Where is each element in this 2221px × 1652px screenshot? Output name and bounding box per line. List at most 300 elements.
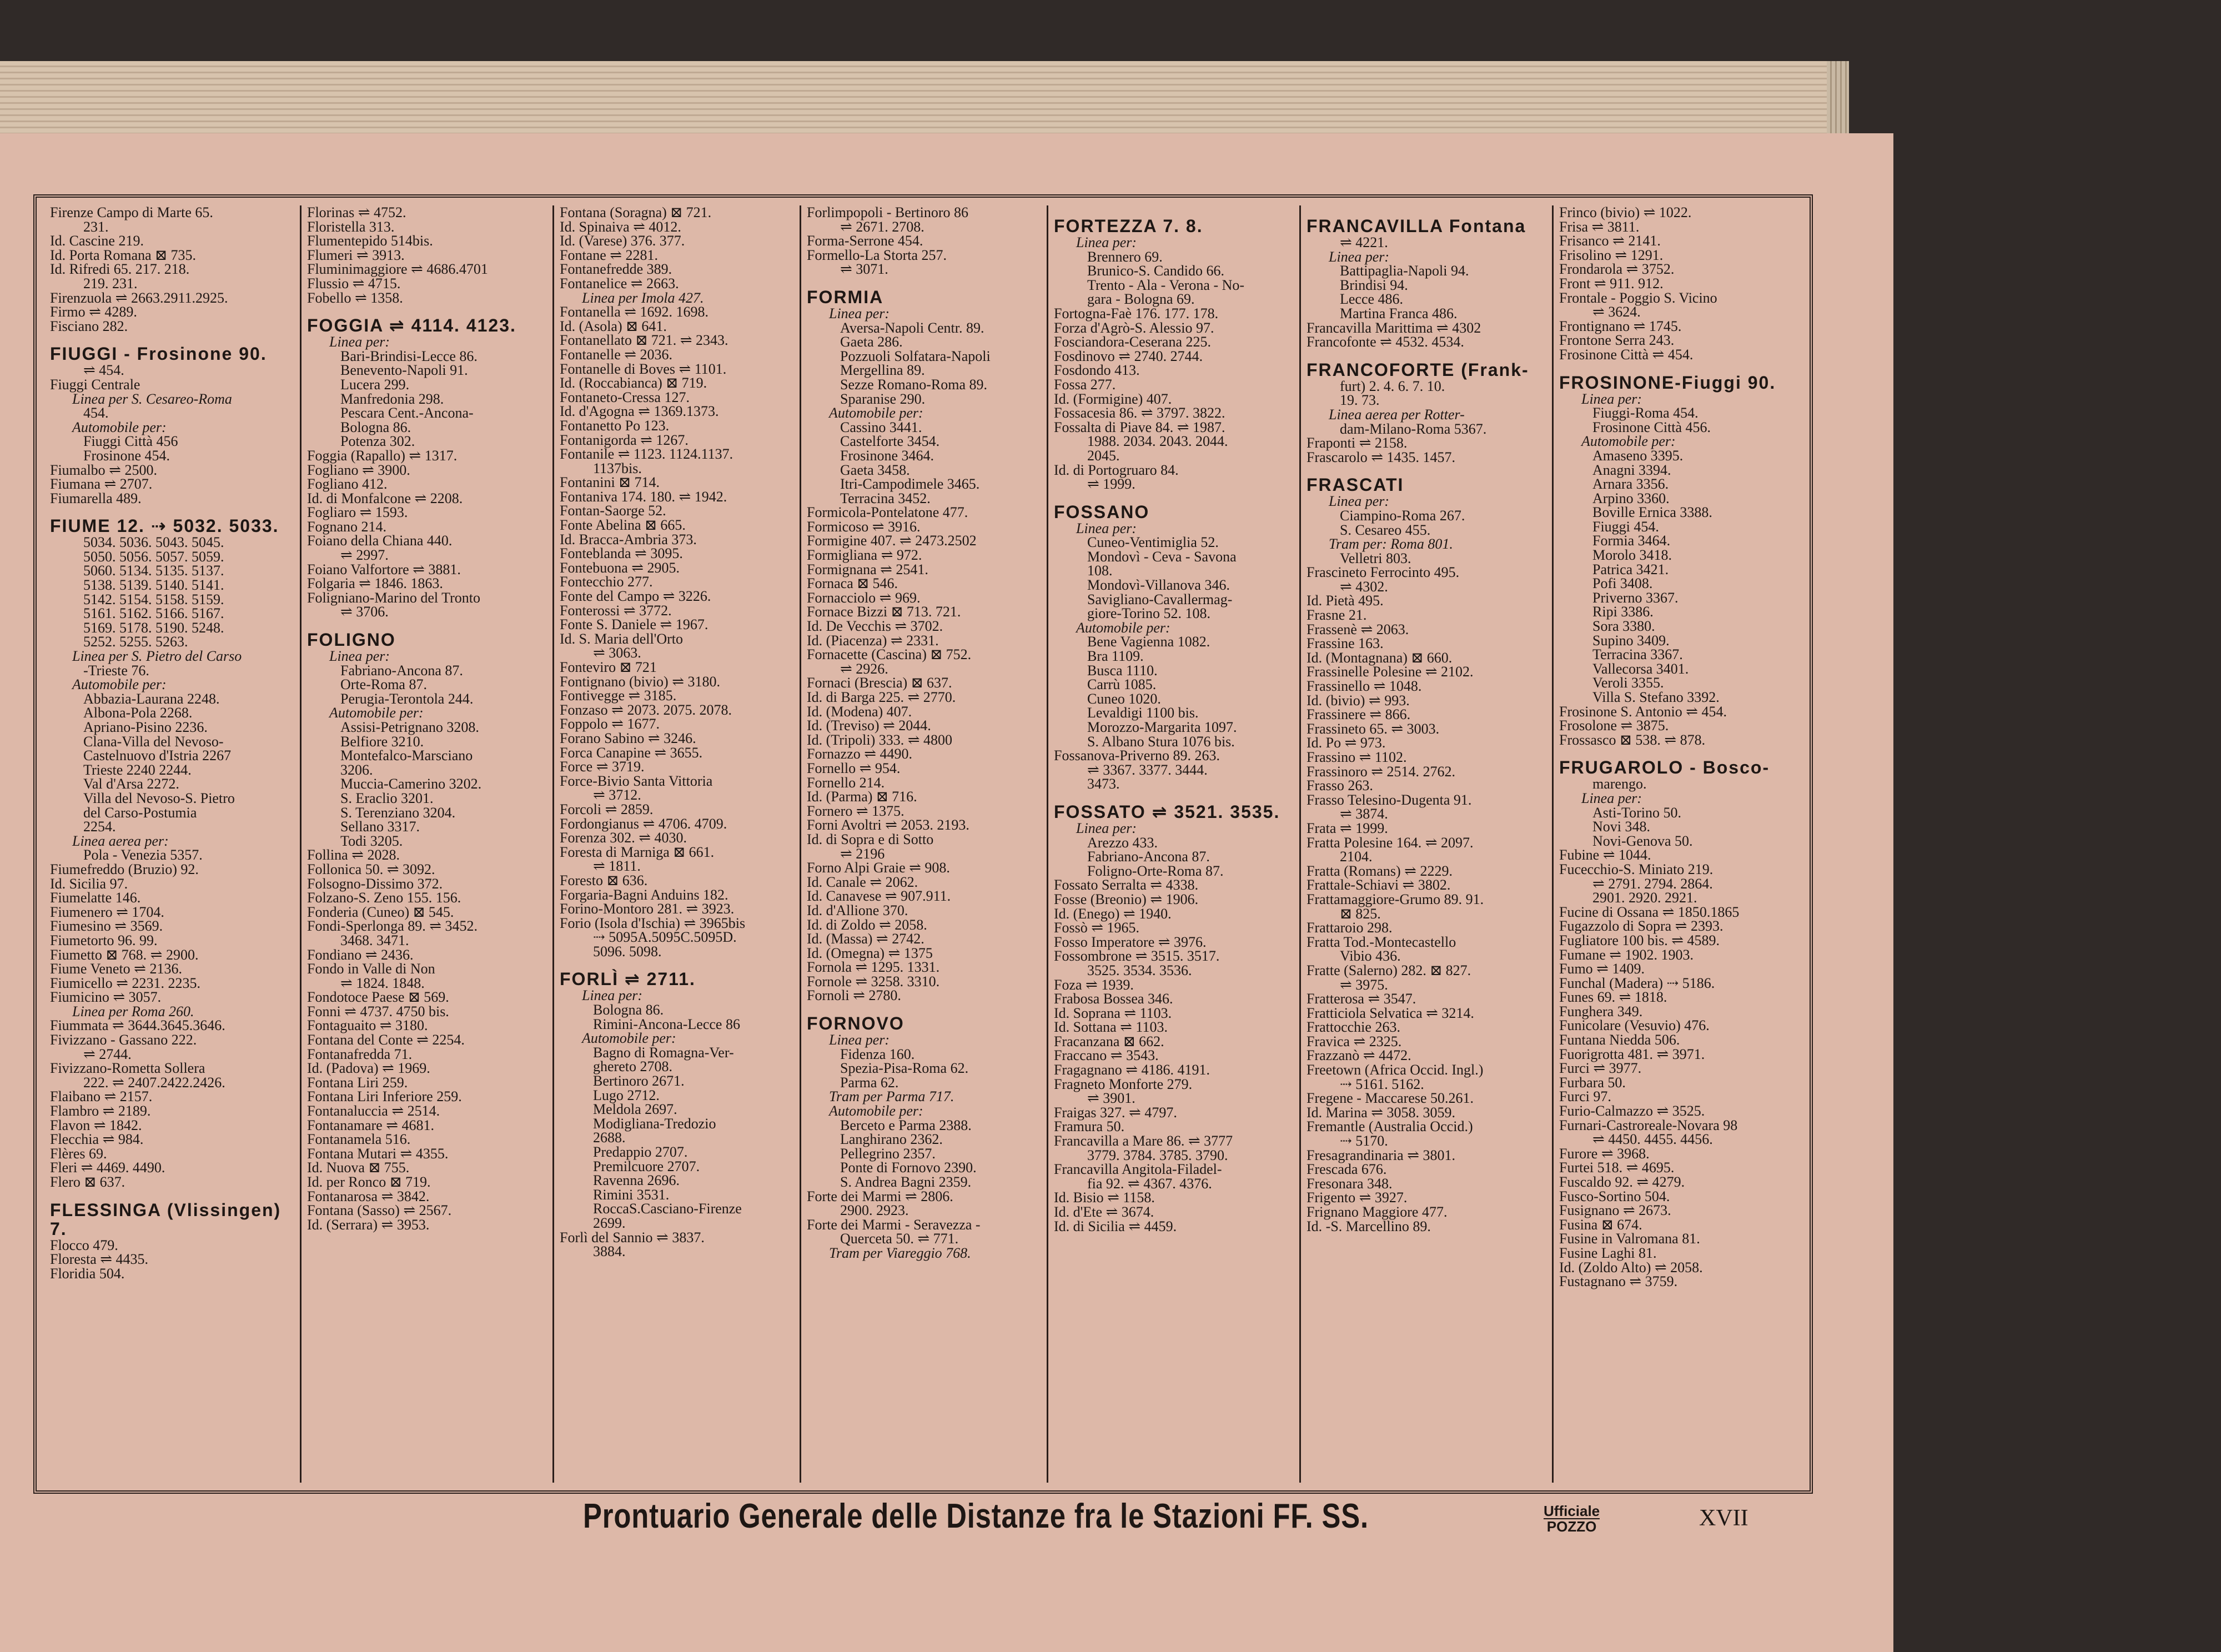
index-entry: Forio (Isola d'Ischia) ⇌ 3965bis (560, 915, 746, 931)
index-entry: Battipaglia-Napoli 94. (1340, 263, 1469, 279)
index-entry: Firenzuola ⇌ 2663.2911.2925. (50, 289, 228, 306)
index-entry: 5034. 5036. 5043. 5045. (83, 534, 224, 551)
index-entry: Forano Sabino ⇌ 3246. (560, 730, 696, 746)
index-entry: 2900. 2923. (840, 1202, 909, 1219)
index-entry: Linea per: (1329, 248, 1390, 265)
index-entry: Force ⇌ 3719. (560, 759, 645, 775)
index-entry: Fracanzana ⊠ 662. (1054, 1033, 1164, 1050)
index-entry: ⇌ 4221. (1340, 234, 1388, 250)
index-entry: ⇢ 5095A.5095C.5095D. (593, 929, 737, 946)
index-entry: Flero ⊠ 637. (50, 1174, 125, 1190)
index-entry: ⇌ 1999. (1087, 476, 1135, 493)
section-heading: FIUME 12. ⇢ 5032. 5033. (50, 516, 279, 536)
index-entry: Flères 69. (50, 1145, 107, 1162)
index-entry: Frassinello ⇌ 1048. (1307, 678, 1422, 695)
index-entry: Funchal (Madera) ⇢ 5186. (1559, 975, 1715, 991)
index-entry: furt) 2. 4. 6. 7. 10. (1340, 378, 1445, 394)
index-entry: Floristella 313. (307, 218, 395, 235)
index-entry: 5252. 5255. 5263. (83, 634, 188, 650)
index-entry: Supino 3409. (1592, 632, 1670, 649)
index-entry: Spezia-Pisa-Roma 62. (840, 1060, 969, 1077)
index-entry: Fornace Bizzi ⊠ 713. 721. (807, 604, 961, 620)
index-entry: Frosinone Città 456. (1592, 419, 1711, 435)
index-entry: Follina ⇌ 2028. (307, 847, 400, 863)
index-entry: Fondi-Sperlonga 89. ⇌ 3452. (307, 918, 478, 935)
index-entry: Fontanetto Po 123. (560, 417, 670, 434)
index-entry: Fornacciolo ⇌ 969. (807, 589, 921, 606)
index-entry: Funes 69. ⇌ 1818. (1559, 989, 1667, 1006)
index-entry: 3884. (593, 1243, 626, 1260)
index-entry: Fiumicino ⇌ 3057. (50, 989, 162, 1006)
index-entry: Val d'Arsa 2272. (83, 776, 179, 792)
index-entry: Veroli 3355. (1592, 675, 1664, 691)
index-entry: Fosdinovo ⇌ 2740. 2744. (1054, 348, 1203, 364)
index-entry: Fivizzano - Gassano 222. (50, 1032, 197, 1048)
index-entry: Fresonara 348. (1307, 1175, 1393, 1192)
index-entry: Formicoso ⇌ 3916. (807, 518, 921, 535)
index-entry: Id. (Treviso) ⇌ 2044. (807, 717, 931, 734)
index-entry: Villa S. Stefano 3392. (1592, 689, 1720, 705)
index-entry: Fontanile ⇌ 1123. 1124.1137. (560, 446, 733, 463)
index-entry: ghereto 2708. (593, 1058, 672, 1075)
index-entry: Fossanova-Priverno 89. 263. (1054, 747, 1220, 764)
index-entry: Automobile per: (72, 676, 167, 693)
index-entry: Tram per: Roma 801. (1329, 536, 1453, 553)
index-entry: Fiuggi Città 456 (83, 433, 178, 450)
index-entry: Fontanamela 516. (307, 1131, 411, 1148)
index-entry: Frinco (bivio) ⇌ 1022. (1559, 205, 1692, 220)
index-entry: Gaeta 286. (840, 334, 903, 350)
index-entry: Fornaca ⊠ 546. (807, 575, 898, 592)
index-entry: Levaldigi 1100 bis. (1087, 705, 1199, 721)
index-entry: Frattamaggiore-Grumo 89. 91. (1307, 891, 1484, 907)
index-entry: Fiumenero ⇌ 1704. (50, 903, 164, 920)
index-entry: Fornacette (Cascina) ⊠ 752. (807, 646, 972, 663)
index-entry: Fugazzolo di Sopra ⇌ 2393. (1559, 918, 1723, 935)
index-entry: Id. Canale ⇌ 2062. (807, 873, 918, 890)
index-entry: Fusine Laghi 81. (1559, 1244, 1657, 1261)
index-entry: Linea per: (1581, 790, 1642, 806)
index-entry: Automobile per: (1076, 619, 1170, 636)
index-entry: Rimini-Ancona-Lecce 86 (593, 1016, 740, 1032)
index-entry: Martina Franca 486. (1340, 305, 1458, 322)
index-entry: Bari-Brindisi-Lecce 86. (340, 348, 478, 364)
index-entry: Id. Canavese ⇌ 907.911. (807, 888, 951, 905)
index-entry: Fiuggi-Roma 454. (1592, 405, 1699, 421)
index-entry: 231. (83, 218, 109, 235)
index-entry: Forte dei Marmi ⇌ 2806. (807, 1188, 953, 1204)
index-entry: Fivizzano-Rometta Sollera (50, 1060, 205, 1077)
index-entry: Folgaria ⇌ 1846. 1863. (307, 575, 443, 592)
index-entry: ⊠ 825. (1340, 905, 1381, 922)
index-entry: Formia 3464. (1592, 533, 1671, 549)
index-entry: Aversa-Napoli Centr. 89. (840, 319, 984, 336)
index-entry: Fontanini ⊠ 714. (560, 474, 660, 491)
index-entry: Automobile per: (829, 405, 923, 421)
index-entry: Flocco 479. (50, 1237, 118, 1253)
index-entry: Fossato Serralta ⇌ 4338. (1054, 877, 1199, 893)
column-7 (1552, 205, 1806, 1483)
index-entry: Itri-Campodimele 3465. (840, 476, 980, 493)
index-entry: Id. S. Maria dell'Orto (560, 630, 684, 647)
index-entry: Sora 3380. (1592, 618, 1655, 635)
index-entry: Frasso 263. (1307, 777, 1373, 794)
index-entry: Cuneo 1020. (1087, 690, 1161, 707)
index-entry: Fisciano 282. (50, 318, 128, 334)
index-entry: 5161. 5162. 5166. 5167. (83, 605, 224, 622)
index-entry: Fornero ⇌ 1375. (807, 802, 905, 819)
index-entry: Id. d'Agogna ⇌ 1369.1373. (560, 403, 719, 420)
index-entry: Brunico-S. Candido 66. (1087, 263, 1224, 279)
index-entry: Linea per: (829, 305, 890, 322)
index-entry: Fiumetorto 96. 99. (50, 932, 158, 948)
index-entry: Flavon ⇌ 1842. (50, 1117, 142, 1133)
index-entry: Fluminimaggiore ⇌ 4686.4701 (307, 261, 488, 278)
index-entry: Frassine 163. (1307, 635, 1384, 652)
index-entry: Automobile per: (829, 1103, 923, 1119)
index-entry: Fornaci (Brescia) ⊠ 637. (807, 675, 952, 691)
index-entry: Furore ⇌ 3968. (1559, 1145, 1650, 1162)
index-entry: Morozzo-Margarita 1097. (1087, 719, 1237, 735)
section-heading: FIUGGI - Frosinone 90. (50, 344, 267, 364)
index-entry: Fontanella ⇌ 1692. 1698. (560, 304, 709, 320)
index-entry: Id. d'Ete ⇌ 3674. (1054, 1204, 1154, 1220)
index-entry: 2688. (593, 1129, 626, 1146)
index-entry: Premilcuore 2707. (593, 1158, 700, 1174)
index-entry: Fratta Tod.-Montecastello (1307, 933, 1456, 950)
index-entry: Fusine in Valromana 81. (1559, 1231, 1700, 1247)
index-entry: Formigine 407. ⇌ 2473.2502 (807, 533, 977, 549)
index-entry: ⇌ 454. (83, 362, 124, 379)
index-entry: Formignana ⇌ 2541. (807, 561, 928, 578)
index-entry: RoccaS.Casciano-Firenze (593, 1201, 742, 1217)
index-entry: Foppolo ⇌ 1677. (560, 716, 660, 732)
index-entry: Brindisi 94. (1340, 277, 1408, 293)
index-entry: Linea per Imola 427. (582, 289, 704, 306)
index-entry: 3779. 3784. 3785. 3790. (1087, 1147, 1228, 1163)
index-entry: Vallecorsa 3401. (1592, 660, 1689, 677)
section-heading: FROSINONE-Fiuggi 90. (1559, 372, 1776, 393)
index-entry: Potenza 302. (340, 433, 415, 450)
section-heading: FORLÌ ⇌ 2711. (560, 969, 696, 990)
index-entry: Frazzanò ⇌ 4472. (1307, 1047, 1411, 1064)
index-entry: Fossombrone ⇌ 3515. 3517. (1054, 948, 1220, 965)
index-entry: Fonteviro ⊠ 721 (560, 659, 657, 675)
index-entry: Foiano della Chiana 440. (307, 533, 453, 549)
index-entry: Perugia-Terontola 244. (340, 690, 474, 707)
index-entry: ⇌ 4450. 4455. 4456. (1592, 1131, 1713, 1148)
index-entry: ⇌ 3874. (1340, 806, 1388, 822)
index-entry: Novi 348. (1592, 819, 1650, 835)
index-entry: giore-Torino 52. 108. (1087, 605, 1211, 622)
index-entry: Id. De Vecchis ⇌ 3702. (807, 618, 943, 635)
index-entry: Forlì del Sannio ⇌ 3837. (560, 1229, 705, 1246)
index-entry: 222. ⇌ 2407.2422.2426. (83, 1074, 225, 1091)
index-entry: Abbazia-Laurana 2248. (83, 690, 220, 707)
index-entry: Frabosa Bossea 346. (1054, 991, 1173, 1007)
index-entry: 5096. 5098. (593, 943, 662, 960)
index-entry: 5138. 5139. 5140. 5141. (83, 577, 224, 594)
index-entry: Fonte del Campo ⇌ 3226. (560, 588, 711, 605)
index-entry: S. Eraclio 3201. (340, 790, 434, 806)
index-entry: Frassinere ⇌ 866. (1307, 706, 1411, 723)
index-entry: Flumeri ⇌ 3913. (307, 247, 405, 263)
index-entry: Furci ⇌ 3977. (1559, 1060, 1642, 1077)
index-entry: Fogliano ⇌ 3900. (307, 461, 410, 478)
index-entry: Benevento-Napoli 91. (340, 362, 468, 379)
section-heading: FOLIGNO (307, 630, 396, 650)
index-entry: Pescara Cent.-Ancona- (340, 405, 474, 421)
index-entry: Frattocchie 263. (1307, 1019, 1400, 1036)
index-entry: 1988. 2034. 2043. 2044. (1087, 433, 1228, 450)
index-entry: Montefalco-Marsciano (340, 747, 473, 764)
index-entry: Id. (Serrara) ⇌ 3953. (307, 1216, 430, 1233)
index-entry: Id. per Ronco ⊠ 719. (307, 1174, 431, 1190)
index-entry: Fossacesia 86. ⇌ 3797. 3822. (1054, 405, 1225, 421)
index-entry: Parma 62. (840, 1074, 899, 1091)
index-entry: Assisi-Petrignano 3208. (340, 719, 479, 735)
index-entry: Francavilla a Mare 86. ⇌ 3777 (1054, 1133, 1233, 1149)
index-entry: 2045. (1087, 447, 1120, 464)
index-entry: 3468. 3471. (340, 932, 409, 948)
index-entry: Frisanco ⇌ 2141. (1559, 233, 1661, 249)
index-entry: Fontignano (bivio) ⇌ 3180. (560, 673, 720, 690)
index-entry: Furio-Calmazzo ⇌ 3525. (1559, 1103, 1705, 1119)
publisher-mark (1544, 1504, 1600, 1534)
index-entry: ⇢ 5161. 5162. (1340, 1076, 1424, 1092)
index-entry: 219. 231. (83, 275, 138, 292)
index-entry: Fossò ⇌ 1965. (1054, 920, 1139, 936)
index-entry: Fonteblanda ⇌ 3095. (560, 545, 683, 562)
index-entry: Flambro ⇌ 2189. (50, 1103, 151, 1119)
index-entry: Todi 3205. (340, 832, 403, 849)
index-entry: Id. di Sicilia ⇌ 4459. (1054, 1218, 1177, 1234)
index-entry: ⇌ 2196 (840, 845, 885, 862)
index-entry: ⇌ 2671. 2708. (840, 218, 924, 235)
index-entry: Id. (Piacenza) ⇌ 2331. (807, 632, 939, 649)
index-entry: Castelnuovo d'Istria 2267 (83, 747, 232, 764)
index-entry: Id. (Tripoli) 333. ⇌ 4800 (807, 731, 953, 748)
index-entry: Furtei 518. ⇌ 4695. (1559, 1159, 1675, 1176)
index-entry: Fontanelle ⇌ 2036. (560, 346, 673, 363)
index-entry: Id. Sicilia 97. (50, 875, 128, 892)
index-entry: Brennero 69. (1087, 248, 1163, 265)
index-entry: Bagno di Romagna-Ver- (593, 1044, 734, 1061)
index-entry: Fustagnano ⇌ 3759. (1559, 1273, 1678, 1290)
index-entry: Id. di Sopra e di Sotto (807, 831, 934, 847)
index-entry: Frontignano ⇌ 1745. (1559, 318, 1682, 334)
index-entry: Furnari-Castroreale-Novara 98 (1559, 1117, 1738, 1133)
index-entry: marengo. (1592, 776, 1647, 792)
index-entry: Fontana Mutari ⇌ 4355. (307, 1145, 449, 1162)
index-entry: Arezzo 433. (1087, 834, 1158, 851)
index-entry: Fonni ⇌ 4737. 4750 bis. (307, 1003, 449, 1020)
index-entry: Querceta 50. ⇌ 771. (840, 1231, 959, 1247)
index-entry: Foligniano-Marino del Tronto (307, 589, 481, 606)
index-entry: Furci 97. (1559, 1088, 1611, 1105)
index-entry: Fusina ⊠ 674. (1559, 1216, 1642, 1233)
index-entry: Fiuggi Centrale (50, 376, 140, 393)
section-heading: FRUGAROLO - Bosco- (1559, 757, 1770, 778)
index-entry: Fontivegge ⇌ 3185. (560, 687, 677, 704)
index-entry: Pozzuoli Solfatara-Napoli (840, 348, 991, 364)
index-entry: Ponte di Fornovo 2390. (840, 1159, 977, 1176)
index-entry: Sezze Romano-Roma 89. (840, 376, 987, 393)
index-entry: Forno Alpi Graie ⇌ 908. (807, 860, 950, 876)
index-entry: Id. (Formigine) 407. (1054, 390, 1172, 407)
index-entry: Frassinoro ⇌ 2514. 2762. (1307, 763, 1456, 780)
index-entry: Frascineto Ferrocinto 495. (1307, 564, 1460, 581)
index-entry: Funtana Niedda 506. (1559, 1032, 1680, 1048)
index-entry: Fraponti ⇌ 2158. (1307, 435, 1408, 451)
section-heading: FRANCOFORTE (Frank- (1307, 359, 1529, 380)
index-entry: Fiumarella 489. (50, 490, 142, 506)
index-entry: Fabriano-Ancona 87. (1087, 848, 1210, 865)
index-entry: Linea aerea per Rotter- (1329, 406, 1465, 423)
index-entry: 2104. (1340, 848, 1373, 865)
index-entry: Fobello ⇌ 1358. (307, 289, 403, 306)
section-heading: FOGGIA ⇌ 4114. 4123. (307, 315, 516, 336)
index-entry: Langhirano 2362. (840, 1131, 943, 1148)
index-entry: Frascarolo ⇌ 1435. 1457. (1307, 449, 1456, 465)
index-entry: Foza ⇌ 1939. (1054, 976, 1134, 993)
index-entry: Frosinone Città ⇌ 454. (1559, 346, 1694, 363)
index-entry: Automobile per: (582, 1030, 676, 1047)
index-entry: ⇌ 4302. (1340, 578, 1388, 595)
index-entry: Furbara 50. (1559, 1074, 1626, 1091)
index-entry: Linea per Roma 260. (72, 1003, 194, 1020)
index-entry: Id. -S. Marcellino 89. (1307, 1218, 1431, 1234)
index-entry: Carrù 1085. (1087, 676, 1157, 693)
index-entry: ⇌ 2997. (340, 547, 389, 564)
index-entry: Fratta Polesine 164. ⇌ 2097. (1307, 834, 1474, 851)
index-entry: Id. (Massa) ⇌ 2742. (807, 931, 924, 947)
index-entry: 1137bis. (593, 460, 642, 476)
index-entry: Muccia-Camerino 3202. (340, 776, 482, 792)
index-entry: Mondovì-Villanova 346. (1087, 577, 1230, 594)
index-entry: Framura 50. (1054, 1118, 1125, 1135)
index-entry: Savigliano-Cavallermag- (1087, 591, 1233, 607)
index-entry: Fontanigorda ⇌ 1267. (560, 431, 689, 448)
index-entry: Id. (Enego) ⇌ 1940. (1054, 905, 1172, 922)
index-entry: Formigliana ⇌ 972. (807, 547, 922, 564)
index-entry: Fontecchio 277. (560, 574, 653, 590)
index-entry: Fornello 214. (807, 774, 885, 791)
index-entry: S. Cesareo 455. (1340, 521, 1431, 538)
index-entry: Linea per S. Cesareo-Roma (72, 390, 232, 407)
index-entry: Anagni 3394. (1592, 461, 1671, 478)
index-entry: Berceto e Parma 2388. (840, 1117, 972, 1133)
index-entry: ⇌ 3975. (1340, 976, 1388, 993)
index-entry: Id. (Asola) ⊠ 641. (560, 318, 667, 334)
column-2 (300, 205, 551, 1483)
index-entry: Frassino ⇌ 1102. (1307, 749, 1407, 765)
index-entry: Meldola 2697. (593, 1101, 677, 1118)
index-entry: Frignano Maggiore 477. (1307, 1204, 1448, 1220)
index-entry: Id. Bracca-Ambria 373. (560, 531, 697, 548)
section-heading: FRASCATI (1307, 475, 1404, 495)
index-entry: Florinas ⇌ 4752. (307, 205, 406, 220)
index-entry: Frosinone S. Antonio ⇌ 454. (1559, 703, 1727, 720)
index-entry: Fiumetto ⊠ 768. ⇌ 2900. (50, 946, 199, 963)
index-entry: Fondiano ⇌ 2436. (307, 946, 414, 963)
column-6 (1299, 205, 1551, 1483)
index-entry: Frisa ⇌ 3811. (1559, 218, 1640, 235)
index-entry: Belfiore 3210. (340, 733, 424, 750)
section-heading: FORNOVO (807, 1013, 905, 1034)
index-entry: Francofonte ⇌ 4532. 4534. (1307, 334, 1464, 350)
index-entry: Arpino 3360. (1592, 490, 1670, 506)
index-entry: ⇌ 2744. (83, 1046, 132, 1062)
index-entry: Terracina 3452. (840, 490, 931, 506)
index-entry: 108. (1087, 563, 1113, 579)
index-entry: Fresagrandinaria ⇌ 3801. (1307, 1147, 1455, 1163)
index-entry: ⇌ 3706. (340, 604, 389, 620)
index-entry: Floresta ⇌ 4435. (50, 1251, 149, 1268)
index-entry: Frosinone 3464. (840, 447, 934, 464)
index-entry: Id. (Varese) 376. 377. (560, 233, 685, 249)
index-entry: Priverno 3367. (1592, 589, 1679, 606)
index-entry: Busca 1110. (1087, 662, 1158, 679)
index-entry: Fosso Imperatore ⇌ 3976. (1054, 933, 1207, 950)
index-entry: del Carso-Postumia (83, 804, 197, 821)
index-entry: Fosse (Breonio) ⇌ 1906. (1054, 891, 1199, 907)
index-entry: Fontana Liri 259. (307, 1074, 408, 1091)
section-heading: FOSSATO ⇌ 3521. 3535. (1054, 801, 1280, 822)
index-entry: Foresta di Marniga ⊠ 661. (560, 843, 715, 860)
index-entry: Fiummata ⇌ 3644.3645.3646. (50, 1017, 225, 1034)
index-entry: Fremantle (Australia Occid.) (1307, 1118, 1473, 1135)
index-entry: Id. Pietà 495. (1307, 592, 1384, 609)
index-entry: Fuorigrotta 481. ⇌ 3971. (1559, 1046, 1705, 1062)
index-entry: Fontebuona ⇌ 2905. (560, 559, 680, 576)
section-heading: FRANCAVILLA Fontana (1307, 216, 1526, 236)
index-entry: Pellegrino 2357. (840, 1145, 936, 1162)
index-entry: Frescada 676. (1307, 1161, 1387, 1178)
index-entry: Pofi 3408. (1592, 575, 1653, 592)
index-entry: Ciampino-Roma 267. (1340, 507, 1465, 524)
column-1 (50, 205, 294, 1483)
index-entry: Boville Ernica 3388. (1592, 504, 1712, 521)
index-entry: Velletri 803. (1340, 550, 1411, 566)
index-entry: Ravenna 2696. (593, 1172, 680, 1189)
index-entry: Fusignano ⇌ 2673. (1559, 1202, 1671, 1219)
index-entry: -Trieste 76. (83, 662, 149, 679)
index-entry: Id. Cascine 219. (50, 233, 144, 249)
index-entry: Automobile per: (72, 419, 167, 435)
index-entry: Fiumefreddo (Bruzio) 92. (50, 861, 199, 877)
index-entry: Frasne 21. (1307, 607, 1367, 624)
index-entry: S. Andrea Bagni 2359. (840, 1174, 972, 1190)
index-entry: Floridia 504. (50, 1265, 125, 1282)
index-entry: Bene Vagienna 1082. (1087, 634, 1210, 650)
index-entry: Flecchia ⇌ 984. (50, 1131, 144, 1148)
index-entry: Clana-Villa del Nevoso- (83, 733, 224, 750)
index-entry: Mondovì - Ceva - Savona (1087, 548, 1237, 565)
index-entry: ⇌ 3901. (1087, 1090, 1135, 1107)
index-entry: Fratticiola Selvatica ⇌ 3214. (1307, 1005, 1474, 1021)
index-entry: Id. Soprana ⇌ 1103. (1054, 1005, 1172, 1021)
index-entry: Fortogna-Faè 176. 177. 178. (1054, 305, 1219, 322)
index-entry: Fabriano-Ancona 87. (340, 662, 463, 679)
index-entry: Arnara 3356. (1592, 476, 1669, 493)
page-number: XVII (1699, 1505, 1748, 1531)
index-entry: Id. (Zoldo Alto) ⇌ 2058. (1559, 1259, 1703, 1276)
index-entry: Patrica 3421. (1592, 561, 1669, 578)
index-entry: Id. (Roccabianca) ⊠ 719. (560, 375, 707, 391)
index-entry: Fontana del Conte ⇌ 2254. (307, 1032, 465, 1048)
index-entry: Fontanelle di Boves ⇌ 1101. (560, 360, 727, 377)
